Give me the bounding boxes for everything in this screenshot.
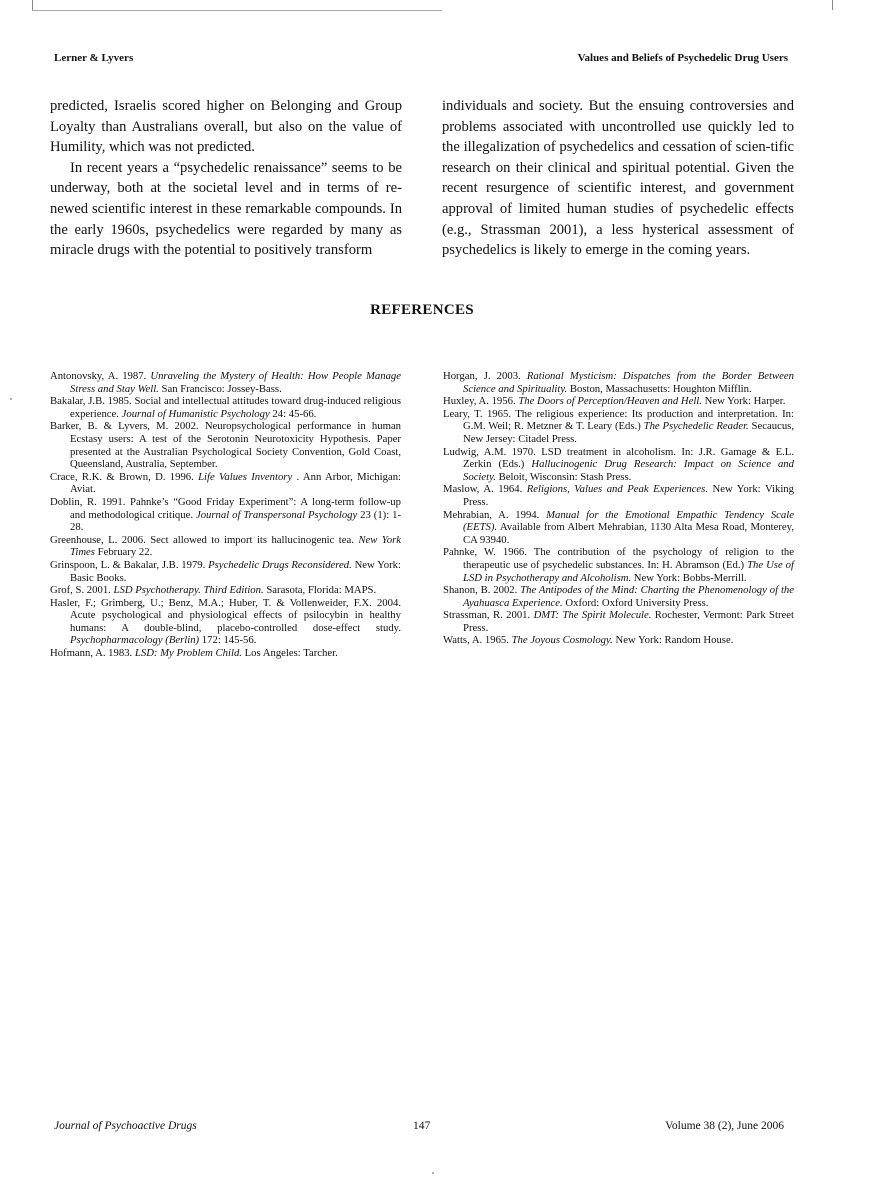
reference-entry [50,534,401,559]
reference-title: Psychopharmacology (Berlin) [70,634,200,647]
reference-entry [443,446,794,484]
references-column-right [443,370,794,647]
reference-entry [50,471,401,496]
reference-text: Barker, B. & Lyvers, M. 2002. Neuropsychological performance in human Ecstasy users: A test of the Serotonin Neurotoxicity Hypothesis. Paper presented at the Australian Psychological Society Convention, Gold Coast, Queensland, Australia, September. [50,420,401,471]
reference-text: Boston, Massachusetts: Houghton Mifflin. [567,382,752,395]
reference-title: Religions, Values and Peak Experiences. [526,483,708,496]
reference-text: Ludwig, A.M. 1970. LSD treatment in alcoholism. In: J.R. Gamage & E.L. Zerkin (Eds.) [443,445,794,471]
scan-edge-line [32,0,33,10]
reference-title: Journal of Humanistic Psychology [121,407,270,420]
reference-text: Horgan, J. 2003. [443,370,527,382]
reference-title: Manual for the Emotional Empathic Tendency Scale (EETS). [463,508,794,534]
reference-entry [443,634,794,647]
reference-title: Journal of Transpersonal Psychology [195,508,358,521]
scan-speck [432,1172,434,1174]
running-header-title: Values and Beliefs of Psychedelic Drug Users [577,52,788,64]
reference-text: New York: Random House. [612,634,734,647]
reference-text: Secaucus, New Jersey: Citadel Press. [463,420,794,445]
reference-text: Shanon, B. 2002. [443,584,521,597]
reference-text: New York: Basic Books. [70,558,401,584]
body-paragraph: In recent years a “psychedelic renaissance” seems to be underway, both at the societal level and in terms of re-newed scientific interest in these remarkable compounds. In the early 1960s, psychedelics were regarded by many as miracle drugs with the potential to positively transform [50,159,402,259]
reference-text: Available from Albert Mehrabian, 1130 Alta Mesa Road, Monterey, CA 93940. [463,521,794,546]
reference-title: LSD: My Problem Child. [134,647,242,660]
reference-text: 23 (1): 1-28. [70,508,402,534]
reference-entry [50,496,401,534]
scan-edge-line [32,10,442,11]
reference-text: New York: Bobbs-Merrill. [631,571,747,584]
reference-text: Doblin, R. 1991. Pahnke’s “Good Friday Experiment”: A long-term follow-up and methodological critique. [50,495,401,521]
reference-title: The Use of LSD in Psychotherapy and Alcoholism. [463,558,794,584]
reference-text: Mehrabian, A. 1994. [443,508,547,521]
reference-entry [443,609,794,634]
body-paragraph: predicted, Israelis scored higher on Belonging and Group Loyalty than Australians overall, but also on the value of Humility, which was not predicted. [50,98,402,156]
reference-text: Hasler, F.; Grimberg, U.; Benz, M.A.; Huber, T. & Vollenweider, F.X. 2004. Acute psychological and physiological effects of psilocybin in healthy humans: A double-blind, placebo-controlled dose-effect study. [50,596,401,634]
reference-text: . Ann Arbor, Michigan: Aviat. [70,470,402,496]
reference-title: The Doors of Perception/Heaven and Hell. [518,395,702,408]
references-column-left [50,370,401,660]
reference-title: Hallucinogenic Drug Research: Impact on Science and Society. [463,458,794,483]
reference-title: The Antipodes of the Mind: Charting the Phenomenology of the Ayahuasca Experience. [463,584,794,609]
reference-title: Psychedelic Drugs Reconsidered. [208,558,352,571]
reference-text: Greenhouse, L. 2006. Sect allowed to import its hallucinogenic tea. [50,533,359,546]
reference-title: Rational Mysticism: Dispatches from the Border Between Science and Spirituality. [463,370,794,395]
reference-entry [50,597,401,647]
scan-edge-line [832,0,833,10]
reference-text: San Francisco: Jossey-Bass. [158,382,282,395]
reference-text: 172: 145-56. [199,634,257,647]
reference-entry [443,483,794,508]
reference-entry [443,408,794,446]
footer-volume: Volume 38 (2), June 2006 [665,1120,784,1132]
reference-text: Hofmann, A. 1983. [50,647,135,660]
reference-text: Watts, A. 1965. [443,634,512,647]
reference-text: Grof, S. 2001. [50,584,114,597]
footer-journal-name: Journal of Psychoactive Drugs [54,1120,197,1132]
reference-title: New York Times [70,533,401,559]
body-column-left [50,96,402,261]
reference-entry [443,509,794,547]
reference-text: February 22. [94,546,153,559]
reference-text: Crace, R.K. & Brown, D. 1996. [50,470,199,483]
reference-entry [443,370,794,395]
reference-entry [50,370,401,395]
reference-text: Strassman, R. 2001. [443,609,534,622]
reference-entry [443,395,794,408]
reference-text: Rochester, Vermont: Park Street Press. [463,609,794,634]
reference-text: Maslow, A. 1964. [443,483,527,496]
reference-title: Unraveling the Mystery of Health: How People Manage Stress and Stay Well. [70,370,401,395]
reference-entry [443,584,794,609]
reference-text: New York: Viking Press. [463,483,794,508]
reference-text: Sarasota, Florida: MAPS. [263,584,377,597]
reference-entry [50,559,401,584]
reference-text: Huxley, A. 1956. [443,395,519,408]
reference-entry [50,420,401,470]
reference-text: Pahnke, W. 1966. The contribution of the psychology of religion to the therapeutic use of psychedelic substances. In: H. Abramson (Ed.) [443,546,794,571]
reference-title: DMT: The Spirit Molecule. [533,609,652,622]
running-header-authors: Lerner & Lyvers [54,52,134,64]
reference-text: Antonovsky, A. 1987. [50,370,151,382]
reference-entry [443,546,794,584]
reference-text: 24: 45-66. [269,407,317,420]
reference-text: Los Angeles: Tarcher. [241,647,338,660]
references-heading: REFERENCES [370,302,474,318]
reference-text: New York: Harper. [701,395,786,408]
body-paragraph: individuals and society. But the ensuing controversies and problems associated with uncontrolled use quickly led to the illegalization of psychedelics and cessation of scien-tific research on their clinical and spiritual potential. Given the recent resurgence of scientific interest, and government approval of limited human studies of psychedelic effects (e.g., Strassman 2001), a less hysterical assessment of psychedelics is likely to emerge in the coming years. [442,98,794,259]
reference-title: The Psychedelic Reader. [643,420,749,433]
scan-speck [10,398,12,400]
reference-title: The Joyous Cosmology. [511,634,613,647]
reference-title: LSD Psychotherapy. Third Edition. [113,584,264,597]
body-column-right [442,96,794,261]
reference-text: Beloit, Wisconsin: Stash Press. [495,470,632,483]
reference-entry [50,584,401,597]
page-number: 147 [413,1120,431,1132]
reference-entry [50,395,401,420]
reference-text: Leary, T. 1965. The religious experience: Its production and interpretation. In: G.M. Weil; R. Metzner & T. Leary (Eds.) [443,407,794,433]
reference-text: Oxford: Oxford University Press. [562,596,709,609]
reference-title: Life Values Inventory [198,470,293,483]
reference-text: Grinspoon, L. & Bakalar, J.B. 1979. [50,558,209,571]
reference-text: Bakalar, J.B. 1985. Social and intellectual attitudes toward drug-induced religious experience. [50,395,401,420]
reference-entry [50,647,401,660]
